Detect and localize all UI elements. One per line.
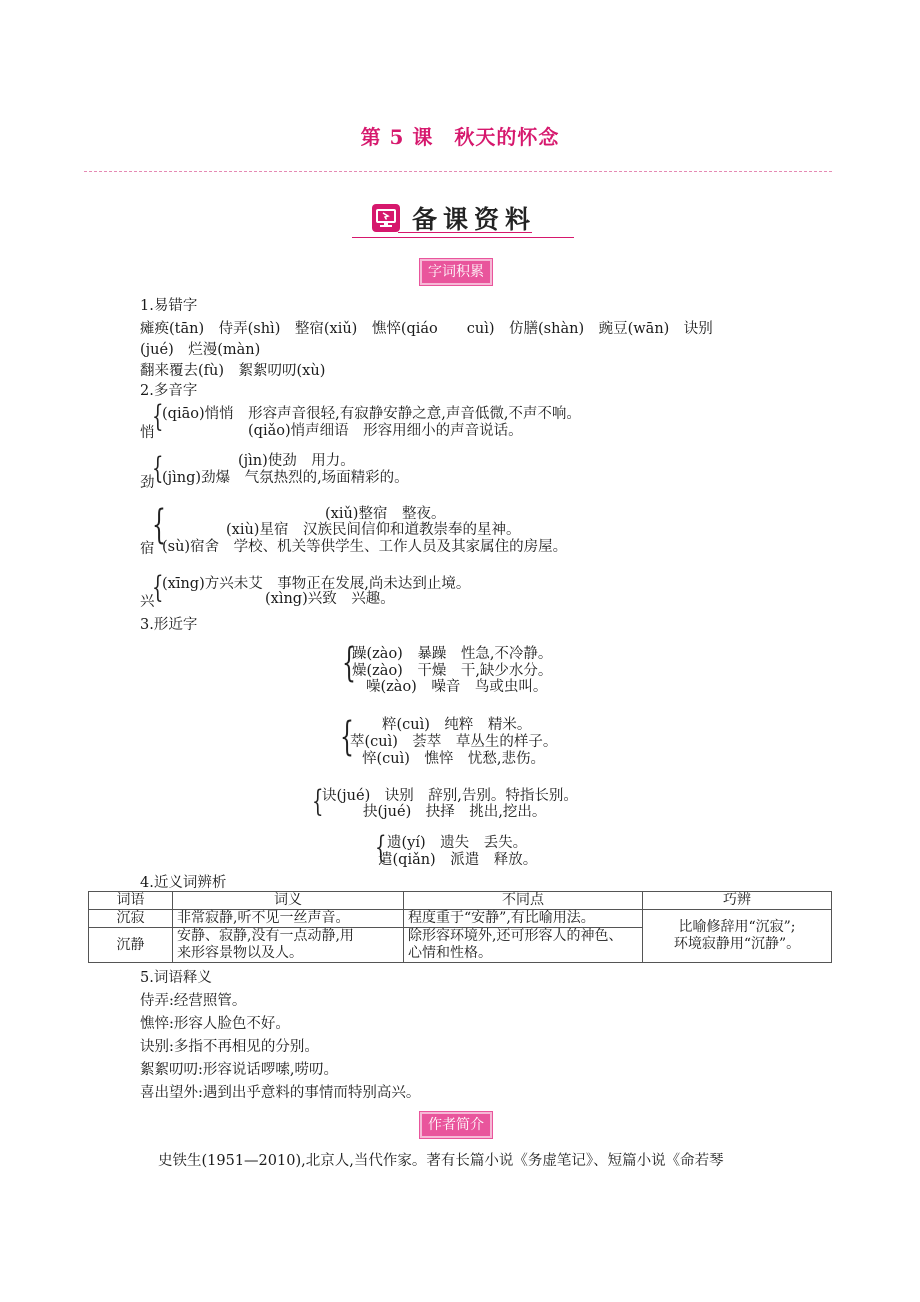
tip-line: 环境寂静用“沉静”。 <box>673 936 801 952</box>
similar-char-row: 抉(jué) 抉择 挑出,挖出。 <box>363 804 547 820</box>
table-cell <box>404 928 643 963</box>
polyphone-char: 劲 <box>140 475 155 491</box>
polyphone-reading: (xīng)方兴未艾 事物正在发展,尚未达到止境。 <box>162 576 471 592</box>
polyphone-reading: (xiù)星宿 汉族民间信仰和道教崇奉的星神。 <box>226 522 521 538</box>
cell-line: 除形容环境外,还可形容人的神色、 <box>408 928 623 944</box>
brace: { <box>342 640 356 686</box>
s4-heading: 4.近义词辨析 <box>140 875 227 891</box>
polyphone-char: 兴 <box>140 594 155 610</box>
similar-char-row: 萃(cuì) 荟萃 草丛生的样子。 <box>350 734 558 750</box>
s1-line: (jué) 烂漫(màn) <box>140 342 261 358</box>
tip-line: 比喻修辞用“沉寂”; <box>678 919 796 935</box>
polyphone-reading: (qiǎo)悄声细语 形容用细小的声音说话。 <box>248 423 523 439</box>
cell-line: 来形容景物以及人。 <box>177 945 303 961</box>
table-header: 词语 <box>89 892 173 910</box>
similar-char-row: 悴(cuì) 憔悴 忧愁,悲伤。 <box>362 751 546 767</box>
s5-heading: 5.词语释义 <box>140 970 212 986</box>
cell-line: 心情和性格。 <box>408 945 492 961</box>
similar-char-row: 噪(zào) 噪音 鸟或虫叫。 <box>366 679 548 695</box>
definition-item: 侍弄:经营照管。 <box>140 993 247 1009</box>
table-cell: 非常寂静,听不见一丝声音。 <box>173 910 404 928</box>
table-header: 不同点 <box>404 892 643 910</box>
polyphone-reading: (qiāo)悄悄 形容声音很轻,有寂静安静之意,声音低微,不声不响。 <box>162 406 581 422</box>
section-banner-title: 备课资料 <box>412 205 537 234</box>
polyphone-reading: (jìn)使劲 用力。 <box>238 453 355 469</box>
polyphone-reading: (sù)宿舍 学校、机关等供学生、工作人员及其家属住的房屋。 <box>162 539 568 555</box>
table-cell: 沉寂 <box>89 910 173 928</box>
banner-underline <box>352 237 574 238</box>
s1-line: 翻来覆去(fù) 絮絮叨叨(xù) <box>140 363 326 379</box>
polyphone-reading: (jìng)劲爆 气氛热烈的,场面精彩的。 <box>162 470 409 486</box>
definition-item: 喜出望外:遇到出乎意料的事情而特别高兴。 <box>140 1085 421 1101</box>
definition-item: 絮絮叨叨:形容说话啰嗦,唠叨。 <box>140 1062 338 1078</box>
polyphone-reading: (xiǔ)整宿 整夜。 <box>325 506 446 522</box>
s3-heading: 3.形近字 <box>140 617 198 633</box>
author-intro: 史铁生(1951—2010),北京人,当代作家。著有长篇小说《务虚笔记》、短篇小说《命若琴 <box>158 1153 724 1169</box>
similar-char-row: 燥(zào) 干燥 干,缺少水分。 <box>352 663 553 679</box>
similar-char-row: 遗(yí) 遗失 丢失。 <box>387 835 528 851</box>
polyphone-char: 悄 <box>140 425 155 441</box>
page-title: 第 5 课 秋天的怀念 <box>360 125 560 149</box>
table-row <box>89 910 832 928</box>
definition-item: 诀别:多指不再相见的分别。 <box>140 1039 319 1055</box>
author-tag: 作者简介 <box>420 1112 492 1138</box>
similar-char-row: 遣(qiǎn) 派遣 释放。 <box>378 852 538 868</box>
title-divider <box>84 171 832 172</box>
table-cell <box>173 928 404 963</box>
brace: { <box>340 714 354 760</box>
polyphone-reading: (xìng)兴致 兴趣。 <box>265 591 395 607</box>
brace: { <box>375 830 387 865</box>
similar-char-row: 粹(cuì) 纯粹 精米。 <box>382 717 532 733</box>
brace: { <box>152 502 166 548</box>
table-header: 巧辨 <box>643 892 832 910</box>
definition-item: 憔悴:形容人脸色不好。 <box>140 1016 290 1032</box>
synonym-table <box>88 891 832 963</box>
similar-char-row: 躁(zào) 暴躁 性急,不冷静。 <box>352 646 553 662</box>
table-header-row <box>89 892 832 910</box>
table-cell-tip <box>643 910 832 963</box>
table-cell: 程度重于“安静”,有比喻用法。 <box>404 910 643 928</box>
table-header: 词义 <box>173 892 404 910</box>
s2-heading: 2.多音字 <box>140 383 198 399</box>
brace: { <box>312 784 324 819</box>
table-cell: 沉静 <box>89 928 173 963</box>
vocab-tag: 字词积累 <box>420 259 492 285</box>
s1-line: 瘫痪(tān) 侍弄(shì) 整宿(xiǔ) 憔悴(qiáo cuì) 仿膳(shàn) 豌豆(wān) 诀别 <box>140 321 713 337</box>
cell-line: 安静、寂静,没有一点动静,用 <box>177 928 354 944</box>
similar-char-row: 诀(jué) 诀别 辞别,告别。特指长别。 <box>322 788 578 804</box>
brace: { <box>152 570 164 605</box>
brace: { <box>152 399 164 434</box>
s1-heading: 1.易错字 <box>140 298 198 314</box>
polyphone-char: 宿 <box>140 541 155 557</box>
brace: { <box>152 451 164 486</box>
monitor-icon <box>372 204 400 232</box>
banner-underline-accent <box>398 232 532 233</box>
